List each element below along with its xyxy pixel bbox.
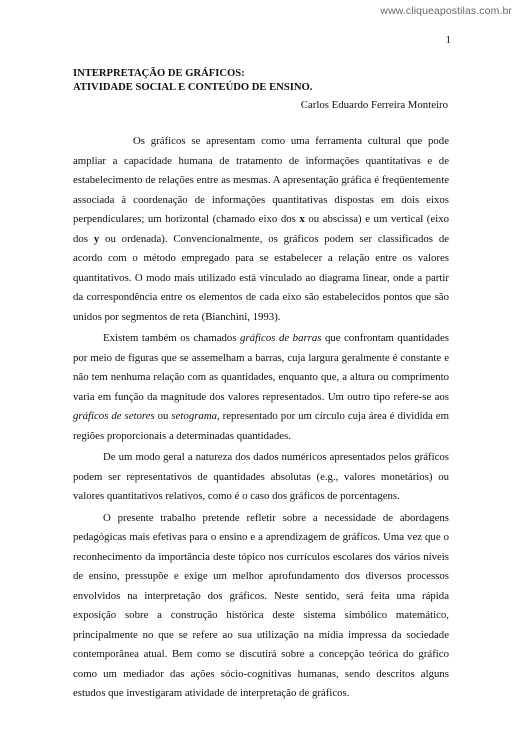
- paragraph-2: [73, 329, 449, 446]
- paragraph-2-part-b: que confrontam quantidades por meio de figuras que se assemelham a barras, cuja largura geralmente é constante e não tem nenhuma relação com as quantidades, enquanto que, a altura ou comprimento varia em função da magnitude dos valores representados. Um outro tipo refere-se aos: [73, 332, 449, 403]
- paragraph-4: O presente trabalho pretende refletir sobre a necessidade de abordagens pedagógicas mais efetivas para o ensino e a aprendizagem de gráficos. Uma vez que o reconhecimento da importância deste tópico nos currículos escolares dos vários níveis de ensino, pressupõe e exige um melhor aprofundamento dos diversos processos envolvidos na interpretação dos gráficos. Neste sentido, será feita uma rápida exposição sobre a construção histórica deste sistema simbólico matemático, principalmente no que se refere ao sua utilização na mídia impressa da sociedade contemporânea atual. Bem como se discutirá sobre a concepção teórica do gráfico como um mediador das ações sócio-cognitivas humanas, sendo descritos alguns estudos que investigaram atividade de interpretação de gráficos.: [73, 511, 449, 699]
- x-axis-symbol: x: [299, 213, 305, 225]
- paragraph-2-part-a: Existem também os chamados: [103, 332, 241, 344]
- title-line-2: ATIVIDADE SOCIAL E CONTEÚDO DE ENSINO.: [73, 82, 313, 93]
- document-title: [73, 67, 312, 95]
- y-axis-symbol: y: [93, 232, 100, 245]
- paragraph-1-part-a: Os gráficos se apresentam como uma ferramenta cultural que pode ampliar a capacidade humana de tratamento de informações quantitativas e de estabelecimento de relações entre as mesmas. A apresentação gráfica é freqüentemente associada à coordenação de informações quantitativas dispostas em dois eixos perpendiculares; um horizontal (chamado eixo dos: [73, 135, 449, 225]
- term-setograma: setograma: [171, 410, 218, 422]
- paragraph-2-part-d: , representado por um círculo cuja área é dividida em regiões proporcionais a determinadas quantidades.: [73, 410, 449, 442]
- paragraph-1: [73, 132, 449, 327]
- page-number: 1: [445, 34, 451, 46]
- paragraph-3: De um modo geral a natureza dos dados numéricos apresentados pelos gráficos podem ser representativos de quantidades absolutas (e.g., valores monetários) ou valores quantitativos relativos, como é o caso dos gráficos de porcentagens.: [73, 451, 449, 502]
- body-text: [73, 132, 449, 706]
- watermark-url[interactable]: www.cliqueapostilas.com.br: [380, 5, 512, 17]
- term-sector-charts: gráficos de setores: [73, 410, 155, 422]
- paragraph-1-part-c: ou ordenada). Convencionalmente, os gráficos podem ser classificados de acordo com o método empregado para se estabelecer a relação entre os valores quantitativos. O modo mais utilizado está vinculado ao diagrama linear, onde a partir da correspondência entre os elementos de cada eixo são estabelecidos pontos que são unidos por segmentos de reta (Bianchini, 1993).: [73, 232, 450, 323]
- author-name: Carlos Eduardo Ferreira Monteiro: [300, 99, 448, 111]
- title-line-1: INTERPRETAÇÃO DE GRÁFICOS:: [73, 68, 245, 79]
- paragraph-1-part-b: ou abscissa) e um vertical (eixo dos: [73, 213, 449, 245]
- term-bar-charts: gráficos de barras: [240, 332, 322, 344]
- paragraph-2-part-c: ou: [154, 410, 172, 422]
